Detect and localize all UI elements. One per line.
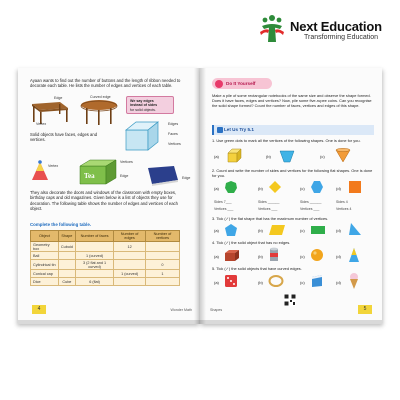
dice-object-icon[interactable]	[224, 274, 238, 288]
vertices-value: 4	[349, 207, 352, 211]
table-header: Shape	[58, 231, 75, 242]
q5-option-a-label: (a)	[214, 280, 219, 285]
q3-option-a-label: (a)	[214, 228, 219, 233]
table-header: Number of vertices	[145, 231, 179, 242]
lets-try-title: Let Us Try 5.1	[224, 127, 254, 132]
notebook-object-icon[interactable]	[310, 274, 324, 288]
table-cell[interactable]	[75, 242, 113, 252]
table-cell[interactable]	[114, 260, 146, 270]
sides-label: Sides	[336, 200, 345, 204]
table-header-row	[31, 231, 180, 242]
q1-option-b-label: (b)	[266, 154, 271, 159]
sides-row-b: Sides ______	[258, 200, 280, 204]
solid-objects-text: Solid objects have faces, edges and vertices.	[30, 132, 98, 143]
right-page	[200, 68, 382, 324]
vertices-label: Vertices	[214, 207, 227, 211]
table-cell: 1 (curved)	[75, 252, 113, 260]
label-edge: Edge	[54, 96, 63, 100]
q3-option-c-label: (c)	[300, 228, 305, 233]
cone-shape-icon[interactable]	[334, 146, 352, 164]
q5-option-d-label: (d)	[336, 280, 341, 285]
label-vertices: Vertices	[168, 142, 181, 146]
brand-name: Next Education	[290, 19, 382, 34]
textbook-spread	[18, 68, 382, 324]
q2-option-b-label: (b)	[258, 186, 263, 191]
table-row	[31, 278, 180, 286]
table-header: Object	[31, 231, 59, 242]
table-cell[interactable]	[145, 278, 179, 286]
question-3: 3. Tick (✓) the flat shape that has the maximum number of vertices.	[212, 216, 329, 221]
svg-text:Tea: Tea	[84, 172, 95, 180]
left-intro: Ayaan wants to find out the number of buttons and the length of ribbon needed to decorate each table. He lists the number of edges and vertices of each table.	[30, 78, 181, 89]
question-1: 1. Use green dots to mark all the vertices of the following shapes. One is done for you.	[212, 138, 361, 143]
can-object-icon[interactable]	[268, 247, 280, 263]
square-shape-icon	[348, 180, 362, 194]
table-row	[31, 252, 180, 260]
table-cell: Ball	[31, 252, 59, 260]
q3-option-d-label: (d)	[336, 228, 341, 233]
table-row	[31, 270, 180, 278]
note-box	[126, 96, 174, 114]
table-cell: Conical cap	[31, 270, 59, 278]
vertices-label: Vertices	[258, 207, 271, 211]
note-line-1: We say edges	[130, 99, 154, 103]
left-footer-label: Wonder Math	[170, 308, 192, 312]
edges-vertices-table	[30, 230, 180, 286]
brand-tagline: Transforming Education	[304, 34, 379, 41]
table-cell: 6 (flat)	[75, 278, 113, 286]
table-cell[interactable]	[58, 270, 75, 278]
magazine-image	[142, 164, 180, 186]
diy-text: Make a pile of some rectangular notebooks of the same size and observe the shape formed. Does it have faces, edges and vertices? Now, pile some five-rupee coins. Can you recognise the solid shape formed? Count the number of faces, vertices and edges of this shape.	[212, 93, 372, 108]
q1-option-c-label: (c)	[320, 154, 325, 159]
table-cell[interactable]	[114, 278, 146, 286]
sides-label: Sides	[300, 200, 309, 204]
logo-figure-icon	[256, 12, 288, 44]
vertices-row-b: Vertices ___	[258, 207, 278, 211]
sides-value[interactable]: 7	[223, 200, 226, 204]
round-table-image	[78, 98, 120, 126]
brick-object-icon[interactable]	[224, 248, 240, 262]
table-cell: Cube	[58, 278, 75, 286]
table-cell: 12	[114, 242, 146, 252]
sides-label: Sides	[258, 200, 267, 204]
q2-option-c-label: (c)	[300, 186, 305, 191]
table-header: Number of faces	[75, 231, 113, 242]
table-row	[31, 260, 180, 270]
table-cell: 1	[145, 270, 179, 278]
pentagon-shape-icon[interactable]	[224, 223, 238, 237]
page-edge	[200, 320, 382, 324]
party-cap-icon[interactable]	[348, 247, 360, 263]
cuboid-diagram	[122, 118, 164, 154]
table-cell: Cuboid	[58, 242, 75, 252]
sides-value: 4	[345, 200, 348, 204]
cube-shape-icon[interactable]	[226, 148, 242, 164]
q4-option-b-label: (b)	[258, 254, 263, 259]
table-cell[interactable]	[145, 242, 179, 252]
rectangle-shape-icon[interactable]	[310, 224, 326, 236]
qr-code-icon	[284, 294, 296, 306]
sides-row-d	[336, 200, 348, 204]
q2-option-d-label: (d)	[336, 186, 341, 191]
label-edge-box: Edge	[120, 174, 129, 178]
table-cell: Dice	[31, 278, 59, 286]
do-it-yourself-banner	[212, 78, 272, 89]
q4-option-d-label: (d)	[336, 254, 341, 259]
table-cell[interactable]	[75, 270, 113, 278]
lets-try-banner	[212, 125, 374, 135]
heptagon-shape-icon	[224, 180, 238, 194]
vertices-row-c: Vertices ___	[300, 207, 320, 211]
label-faces: Faces	[168, 132, 178, 136]
q1-option-a-label: (a)	[214, 154, 219, 159]
question-2: 2. Count and write the number of sides and vertices for the following flat shapes. One is done for you.	[212, 168, 373, 178]
q5-option-b-label: (b)	[258, 280, 263, 285]
rhombus-shape-icon	[268, 180, 282, 194]
table-cell: 3 (2 flat and 1 curved)	[75, 260, 113, 270]
sides-row-a: Sides 7___	[214, 200, 232, 204]
note-line-3: for solid objects.	[130, 107, 156, 112]
q4-option-a-label: (a)	[214, 254, 219, 259]
table-cell: 0	[145, 260, 179, 270]
hand-icon	[215, 80, 223, 88]
label-curved-edge: Curved edge	[90, 95, 111, 99]
hexagon-shape-icon	[310, 180, 324, 194]
table-header: Number of edges	[114, 231, 146, 242]
table-cell[interactable]	[58, 260, 75, 270]
table-cell[interactable]	[114, 252, 146, 260]
brand-logo	[256, 10, 396, 50]
table-cell: Geometry box	[31, 242, 59, 252]
left-page-number: 4	[32, 305, 46, 314]
table-cell: 1 (curved)	[114, 270, 146, 278]
sides-label: Sides	[214, 200, 223, 204]
complete-table-label: Complete the following table.	[30, 222, 91, 227]
q2-option-a-label: (a)	[214, 186, 219, 191]
note-line-2: instead of sides	[130, 103, 158, 108]
decoration-text: They also decorate the doors and windows of the classroom with empty boxes, birthday caps and old magazines. Given below is a list of objects they use for decoration. The following table shows the number of edges and vertices of each object.	[30, 190, 178, 212]
pentagon-prism-icon[interactable]	[278, 148, 296, 164]
q3-option-b-label: (b)	[258, 228, 263, 233]
parallelogram-shape-icon[interactable]	[268, 224, 286, 236]
table-cell: Cylindrical tin	[31, 260, 59, 270]
table-row	[31, 242, 180, 252]
question-4: 4. Tick (✓) the solid object that has no edges.	[212, 240, 291, 245]
q4-option-c-label: (c)	[300, 254, 305, 259]
triangle-shape-icon[interactable]	[348, 222, 362, 236]
right-page-number: 5	[358, 305, 372, 314]
label-vertices-box: Vertices	[120, 160, 133, 164]
rectangular-table-image	[30, 98, 70, 124]
vertices-label: Vertices	[336, 207, 349, 211]
table-cell[interactable]	[58, 252, 75, 260]
right-footer-label: Shapes	[210, 308, 223, 312]
pencil-icon	[217, 127, 223, 133]
q5-option-c-label: (c)	[300, 280, 305, 285]
left-page	[18, 68, 200, 324]
label-edge-magazine: Edge	[182, 176, 191, 180]
table-cell[interactable]	[145, 252, 179, 260]
sides-row-c: Sides ______	[300, 200, 322, 204]
ice-cream-cone-icon[interactable]	[348, 272, 360, 290]
ring-object-icon[interactable]	[268, 274, 284, 288]
tea-box-image	[76, 156, 120, 186]
label-edges: Edges	[168, 122, 179, 126]
question-5: 5. Tick (✓) the solid objects that have curved edges.	[212, 266, 302, 271]
page-edge	[18, 320, 200, 324]
vertices-label: Vertices	[300, 207, 313, 211]
vertices-row-d	[336, 207, 351, 211]
vertices-row-a: Vertices ___	[214, 207, 234, 211]
label-vertex: Vertex	[36, 122, 47, 126]
party-hat-image	[30, 160, 50, 182]
label-vertex-cap: Vertex	[48, 164, 59, 168]
globe-ball-icon[interactable]	[310, 248, 324, 262]
diy-title: Do It Yourself	[226, 81, 256, 86]
